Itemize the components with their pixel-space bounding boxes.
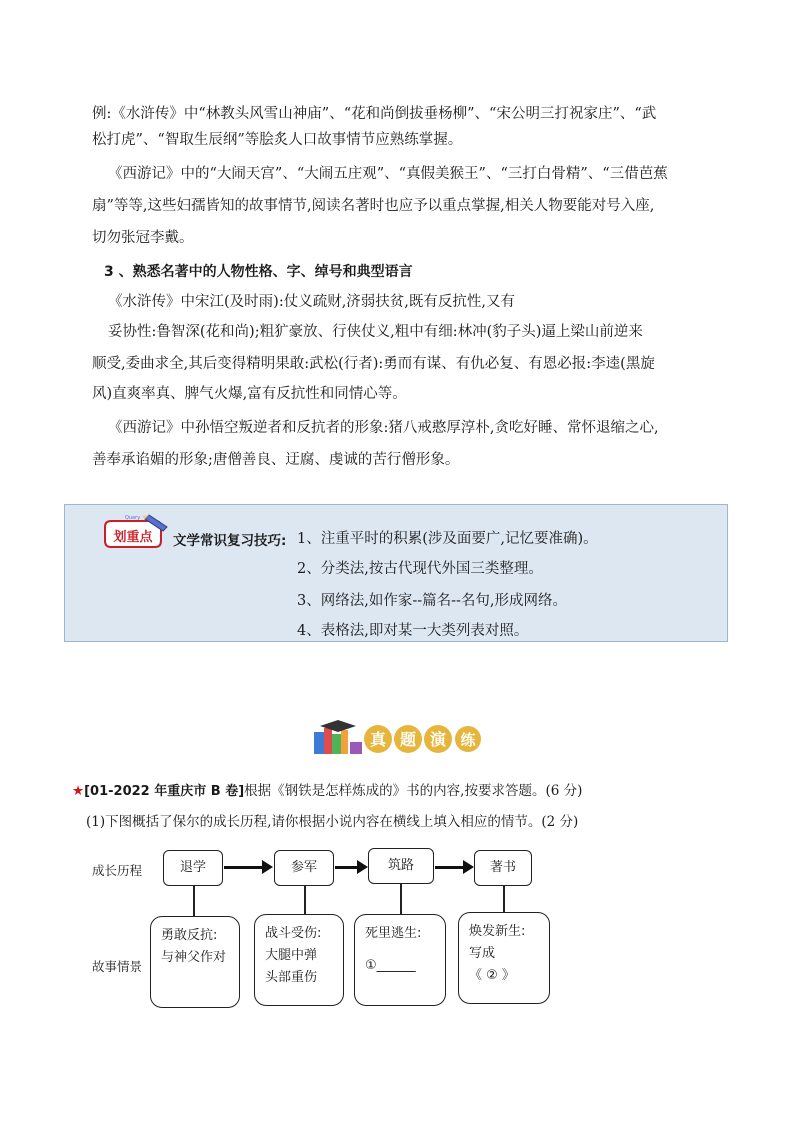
paragraph-xiyou-example-line3: 切勿张冠李戴。 bbox=[92, 230, 194, 246]
banner-char: 练 bbox=[460, 731, 476, 749]
story-title: 勇敢反抗: bbox=[161, 928, 218, 943]
story-title: 战斗受伤: bbox=[265, 926, 322, 941]
connector-line bbox=[304, 886, 306, 916]
stage-box-enlist: 参军 bbox=[274, 850, 334, 886]
practice-banner bbox=[310, 718, 482, 758]
banner-char: 题 bbox=[399, 730, 417, 749]
stage-box-road-building: 筑路 bbox=[368, 848, 434, 884]
tip-item: 1、注重平时的积累(涉及面要广,记忆要准确)。 bbox=[297, 531, 598, 547]
sub-question-1: (1)下图概括了保尔的成长历程,请你根据小说内容在横线上填入相应的情节。(2 分) bbox=[86, 814, 579, 830]
connector-line bbox=[400, 884, 402, 916]
arrow-head-icon bbox=[357, 860, 368, 874]
connector-line bbox=[193, 886, 195, 916]
paragraph-characters-line4: 风)直爽率真、脾气火爆,富有反抗性和同情心等。 bbox=[92, 386, 407, 402]
star-icon: ★ bbox=[72, 783, 85, 799]
question-text: 根据《钢铁是怎样炼成的》书的内容,按要求答题。(6 分) bbox=[244, 783, 583, 799]
highlight-badge-icon bbox=[101, 513, 171, 549]
question-line bbox=[72, 779, 582, 799]
section-heading: 3 、熟悉名著中的人物性格、字、绰号和典型语言 bbox=[104, 264, 413, 280]
answer-blank-1: ①______ bbox=[365, 958, 416, 973]
row-label-growth: 成长历程 bbox=[92, 863, 143, 878]
arrow-line bbox=[335, 866, 357, 869]
story-title: 死里逃生: bbox=[365, 926, 422, 941]
review-tips-box bbox=[64, 504, 728, 642]
story-box-road-building bbox=[354, 914, 446, 1006]
story-box-dropout bbox=[150, 916, 240, 1008]
badge-text: 划重点 bbox=[113, 530, 153, 545]
arrow-head-icon bbox=[262, 860, 273, 874]
paragraph-xiyou-example-line1: 《西游记》中的“大闹天宫”、“大闹五庄观”、“真假美猴王”、“三打白骨精”、“三借芭蕉 bbox=[108, 166, 668, 182]
arrow-line bbox=[224, 866, 262, 869]
tip-item: 3、网络法,如作家--篇名--名句,形成网络。 bbox=[297, 593, 568, 609]
arrow-line bbox=[435, 866, 463, 869]
books-graduation-icon bbox=[314, 720, 362, 754]
story-detail: 与神父作对 bbox=[161, 950, 227, 965]
paragraph-shuihu-example-line1: 例:《水浒传》中“林教头风雪山神庙”、“花和尚倒拔垂杨柳”、“宋公明三打祝家庄”、“武 bbox=[92, 106, 657, 122]
paragraph-characters-line5: 《西游记》中孙悟空叛逆者和反抗者的形象:猪八戒憨厚淳朴,贪吃好睡、常怀退缩之心, bbox=[108, 420, 659, 436]
story-detail: 写成 bbox=[469, 946, 496, 961]
paragraph-characters-line6: 善奉承谄媚的形象;唐僧善良、迂腐、虔诚的苦行僧形象。 bbox=[92, 452, 460, 468]
tip-item: 2、分类法,按古代现代外国三类整理。 bbox=[297, 561, 543, 577]
badge-small-text: Query bbox=[125, 515, 141, 521]
story-box-enlist bbox=[254, 914, 344, 1006]
paragraph-characters-line1: 《水浒传》中宋江(及时雨):仗义疏财,济弱扶贫,既有反抗性,又有 bbox=[108, 294, 516, 310]
question-source-tag: [01-2022 年重庆市 B 卷] bbox=[84, 784, 245, 799]
answer-blank-2: 《 ② 》 bbox=[469, 968, 515, 983]
story-title: 焕发新生: bbox=[469, 924, 526, 939]
tip-item: 4、表格法,即对某一大类列表对照。 bbox=[297, 623, 529, 639]
story-detail: 头部重伤 bbox=[265, 970, 318, 985]
paragraph-xiyou-example-line2: 扇”等等,这些妇孺皆知的故事情节,阅读名著时也应予以重点掌握,相关人物要能对号入座, bbox=[92, 198, 655, 214]
banner-char: 真 bbox=[369, 730, 387, 749]
paragraph-shuihu-example-line2: 松打虎”、“智取生辰纲”等脍炙人口故事情节应熟练掌握。 bbox=[92, 132, 463, 148]
stage-box-writing: 著书 bbox=[474, 850, 532, 886]
arrow-head-icon bbox=[463, 860, 474, 874]
story-detail: 大腿中弹 bbox=[265, 948, 318, 963]
row-label-story: 故事情景 bbox=[92, 959, 143, 974]
connector-line bbox=[503, 886, 505, 914]
stage-box-dropout: 退学 bbox=[163, 850, 223, 886]
paragraph-characters-line2: 妥协性:鲁智深(花和尚);粗犷豪放、行侠仗义,粗中有细:林冲(豹子头)逼上梁山前逆来 bbox=[108, 324, 643, 340]
banner-char: 演 bbox=[429, 730, 447, 749]
tips-label: 文学常识复习技巧: bbox=[173, 533, 287, 549]
paragraph-characters-line3: 顺受,委曲求全,其后变得精明果敢:武松(行者):勇而有谋、有仇必复、有恩必报:李逵(黑旋 bbox=[92, 356, 655, 372]
story-box-writing bbox=[458, 912, 550, 1004]
